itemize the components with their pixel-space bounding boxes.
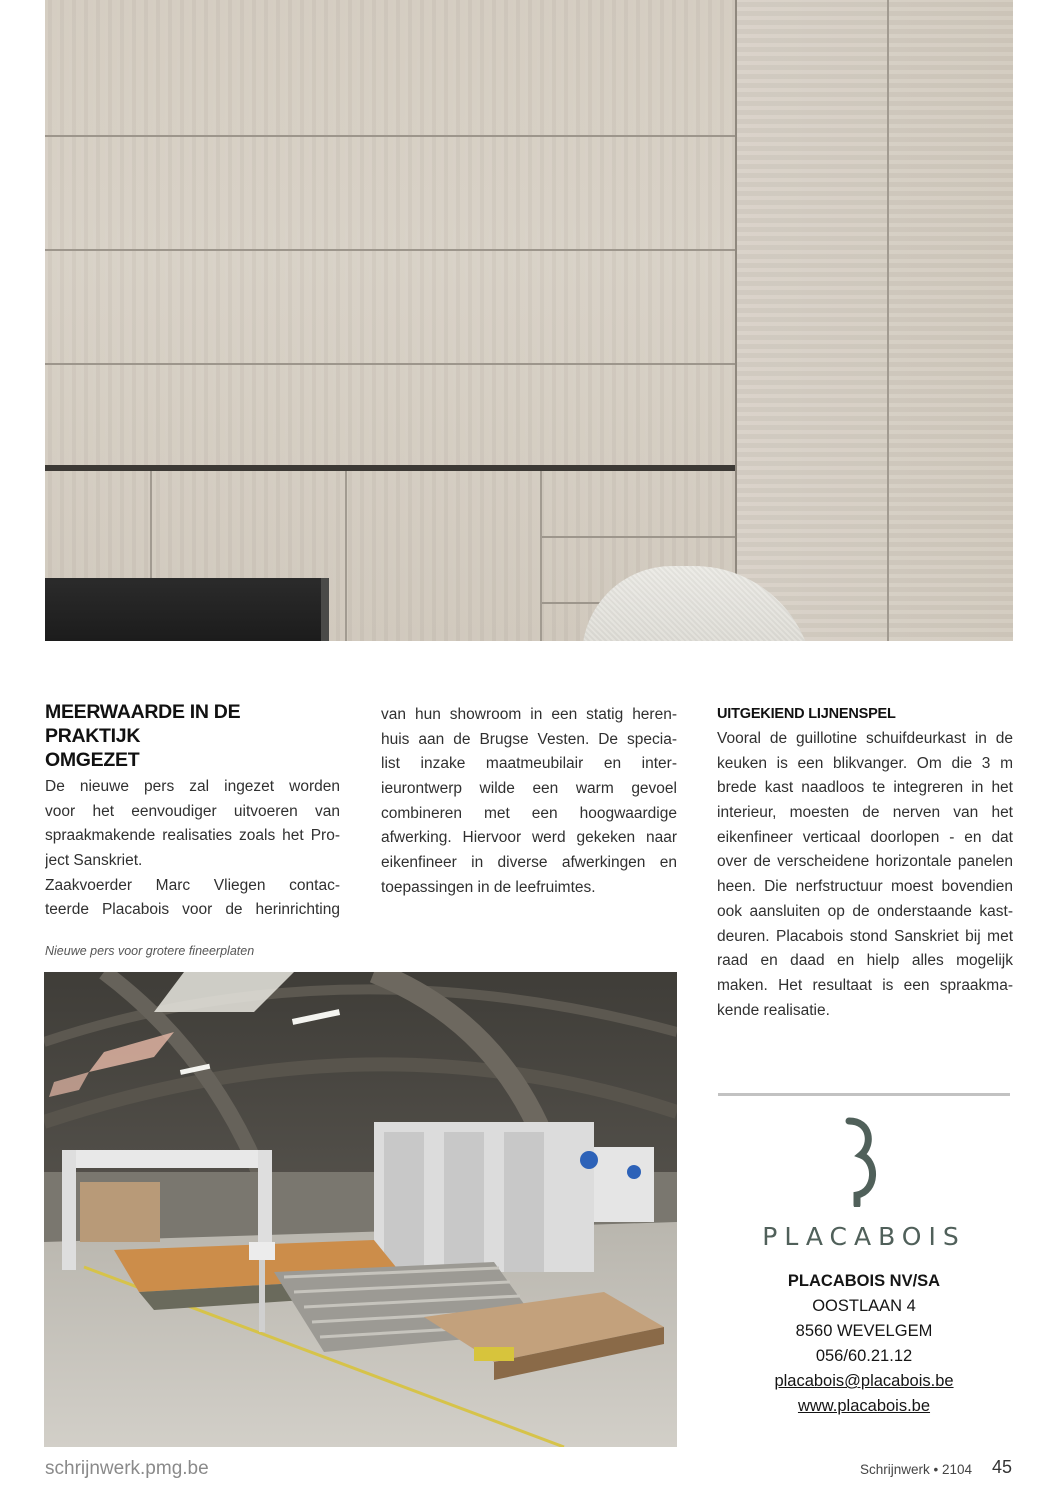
company-street: OOSTLAAN 4 [812,1297,916,1315]
company-phone: 056/60.21.12 [815,1347,913,1365]
company-email-link[interactable]: placabois@placabois.be [774,1372,954,1390]
photo-caption: Nieuwe pers voor grotere fineerplaten [45,944,255,958]
body-text: van hun showroom in een statig heren- huis aan de Brugse Vesten. De specia- list inzake maatmeubilair en inter- ieurontwerp wilde een warm gevoel combineren met een hoogwaardige afwerking. Hiervoor werd gekeken naar eikenfineer in diverse afwerkingen en toepassingen in de leefruimtes. [381,706,677,896]
body-text: Vooral de guillotine schuifdeurkast in de keuken is een blikvanger. Om die 3 m brede kast naadloos te integreren in het interieur, moesten de nerven van het eikenfineer verticaal doorlopen - en dat over de verscheidene horizontale panelen heen. Die nerfstructuur moest bovendien ook aansluiten op de onderstaande kast- deuren. Placabois stond Sanskriet bij met raad en daad en hielp alles mogelijk maken. Het resultaat is een spraakma- kende realisatie. [717,730,1013,1019]
company-city: 8560 WEVELGEM [795,1322,933,1340]
placabois-logo-wordmark: PLACABOIS [762,1222,966,1251]
column-3 [717,704,1013,1023]
section-heading: UITGEKIEND LIJNENSPEL [717,706,896,722]
divider [718,1093,1010,1096]
column-1 [45,700,340,923]
page-number: 45 [992,1457,1013,1477]
footer-issue: Schrijnwerk • 2104 [860,1462,973,1477]
factory-press-photo [44,972,677,1447]
contact-block [718,1269,1010,1419]
section-heading: MEERWAARDE IN DE PRAKTIJK OMGEZET [45,701,241,771]
footer-website: schrijnwerk.pmg.be [45,1458,209,1479]
column-2 [381,703,677,901]
company-website-link[interactable]: www.placabois.be [797,1397,931,1415]
body-text: De nieuwe pers zal ingezet worden voor het eenvoudiger uitvoeren van spraakmakende realisaties zoals het Pro- ject Sanskriet. Zaakvoerder Marc Vliegen contac- teerde Placabois voor de herinrichting [45,778,340,919]
wood-panel-photo [45,0,1013,641]
company-name: PLACABOIS NV/SA [787,1272,941,1290]
placabois-logo-icon [837,1115,887,1207]
